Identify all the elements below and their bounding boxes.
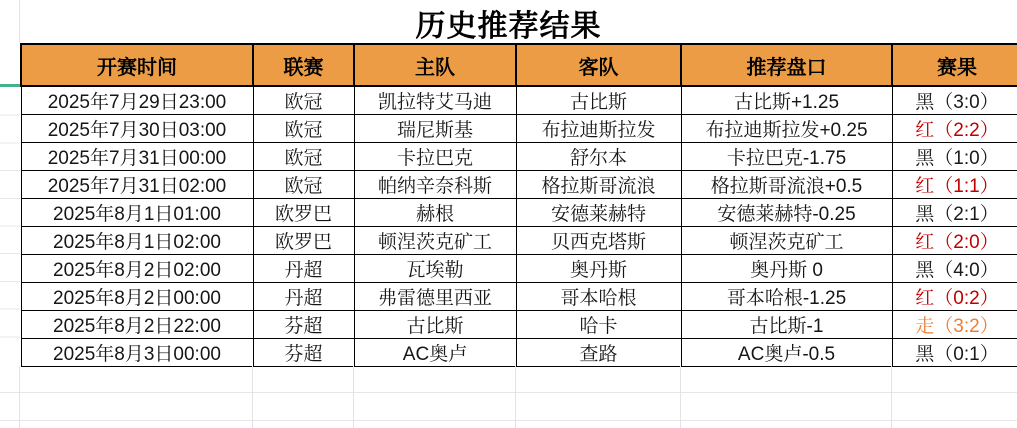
cell-away-team[interactable]: 安德莱赫特 bbox=[516, 199, 681, 227]
page-title[interactable]: 历史推荐结果 bbox=[415, 10, 602, 43]
table-row bbox=[21, 86, 1017, 115]
cell-result[interactable]: 黑（3:0） bbox=[892, 86, 1017, 115]
cell-home-team[interactable]: 瑞尼斯基 bbox=[354, 115, 516, 143]
table-row bbox=[21, 255, 1017, 283]
cell-result[interactable]: 红（0:2） bbox=[892, 283, 1017, 311]
cell-time[interactable]: 2025年7月31日02:00 bbox=[21, 171, 253, 199]
table-row bbox=[21, 143, 1017, 171]
gridline bbox=[515, 366, 516, 428]
table-row bbox=[21, 339, 1017, 367]
col-header-league[interactable]: 联赛 bbox=[253, 44, 354, 86]
cell-handicap[interactable]: 卡拉巴克-1.75 bbox=[681, 143, 892, 171]
gridline bbox=[0, 88, 20, 364]
cell-away-team[interactable]: 查路 bbox=[516, 339, 681, 367]
cell-away-team[interactable]: 布拉迪斯拉发 bbox=[516, 115, 681, 143]
gridline bbox=[19, 0, 20, 43]
selection-indicator bbox=[0, 84, 22, 87]
cell-result[interactable]: 黑（0:1） bbox=[892, 339, 1017, 367]
gridline bbox=[252, 366, 253, 428]
cell-home-team[interactable]: 瓦埃勒 bbox=[354, 255, 516, 283]
cell-league[interactable]: 欧冠 bbox=[253, 86, 354, 115]
gridline bbox=[0, 420, 1017, 421]
gridline bbox=[891, 366, 892, 428]
cell-home-team[interactable]: 卡拉巴克 bbox=[354, 143, 516, 171]
cell-home-team[interactable]: 赫根 bbox=[354, 199, 516, 227]
table-row bbox=[21, 171, 1017, 199]
cell-league[interactable]: 丹超 bbox=[253, 283, 354, 311]
gridline bbox=[0, 392, 1017, 393]
table-row bbox=[21, 199, 1017, 227]
table-row bbox=[21, 311, 1017, 339]
cell-away-team[interactable]: 舒尔本 bbox=[516, 143, 681, 171]
cell-handicap[interactable]: 古比斯+1.25 bbox=[681, 86, 892, 115]
cell-league[interactable]: 欧罗巴 bbox=[253, 199, 354, 227]
table-row bbox=[21, 227, 1017, 255]
cell-home-team[interactable]: 弗雷德里西亚 bbox=[354, 283, 516, 311]
cell-handicap[interactable]: 古比斯-1 bbox=[681, 311, 892, 339]
cell-home-team[interactable]: 古比斯 bbox=[354, 311, 516, 339]
col-header-time[interactable]: 开赛时间 bbox=[21, 44, 253, 86]
results-table bbox=[20, 43, 1017, 367]
cell-result[interactable]: 黑（4:0） bbox=[892, 255, 1017, 283]
cell-time[interactable]: 2025年8月2日22:00 bbox=[21, 311, 253, 339]
cell-away-team[interactable]: 哈卡 bbox=[516, 311, 681, 339]
cell-away-team[interactable]: 格拉斯哥流浪 bbox=[516, 171, 681, 199]
cell-league[interactable]: 欧冠 bbox=[253, 115, 354, 143]
cell-result[interactable]: 红（2:0） bbox=[892, 227, 1017, 255]
header-row bbox=[21, 44, 1017, 86]
cell-league[interactable]: 欧罗巴 bbox=[253, 227, 354, 255]
cell-result[interactable]: 红（1:1） bbox=[892, 171, 1017, 199]
cell-handicap[interactable]: 奥丹斯 0 bbox=[681, 255, 892, 283]
cell-time[interactable]: 2025年8月1日01:00 bbox=[21, 199, 253, 227]
cell-handicap[interactable]: 格拉斯哥流浪+0.5 bbox=[681, 171, 892, 199]
col-header-handicap[interactable]: 推荐盘口 bbox=[681, 44, 892, 86]
cell-away-team[interactable]: 奥丹斯 bbox=[516, 255, 681, 283]
gridline bbox=[680, 366, 681, 428]
cell-time[interactable]: 2025年8月3日00:00 bbox=[21, 339, 253, 367]
gridline bbox=[19, 366, 20, 428]
cell-result[interactable]: 黑（1:0） bbox=[892, 143, 1017, 171]
cell-handicap[interactable]: 布拉迪斯拉发+0.25 bbox=[681, 115, 892, 143]
cell-time[interactable]: 2025年7月30日03:00 bbox=[21, 115, 253, 143]
cell-handicap[interactable]: 顿涅茨克矿工 bbox=[681, 227, 892, 255]
table-row bbox=[21, 115, 1017, 143]
table-row bbox=[21, 283, 1017, 311]
cell-time[interactable]: 2025年8月1日02:00 bbox=[21, 227, 253, 255]
cell-league[interactable]: 芬超 bbox=[253, 311, 354, 339]
cell-home-team[interactable]: 凯拉特艾马迪 bbox=[354, 86, 516, 115]
cell-handicap[interactable]: AC奥卢-0.5 bbox=[681, 339, 892, 367]
cell-result[interactable]: 黑（2:1） bbox=[892, 199, 1017, 227]
cell-time[interactable]: 2025年8月2日02:00 bbox=[21, 255, 253, 283]
cell-home-team[interactable]: AC奥卢 bbox=[354, 339, 516, 367]
cell-away-team[interactable]: 古比斯 bbox=[516, 86, 681, 115]
cell-away-team[interactable]: 哥本哈根 bbox=[516, 283, 681, 311]
cell-home-team[interactable]: 帕纳辛奈科斯 bbox=[354, 171, 516, 199]
cell-home-team[interactable]: 顿涅茨克矿工 bbox=[354, 227, 516, 255]
cell-time[interactable]: 2025年7月31日00:00 bbox=[21, 143, 253, 171]
cell-away-team[interactable]: 贝西克塔斯 bbox=[516, 227, 681, 255]
cell-league[interactable]: 芬超 bbox=[253, 339, 354, 367]
cell-league[interactable]: 欧冠 bbox=[253, 171, 354, 199]
cell-result[interactable]: 红（2:2） bbox=[892, 115, 1017, 143]
col-header-home[interactable]: 主队 bbox=[354, 44, 516, 86]
cell-handicap[interactable]: 安德莱赫特-0.25 bbox=[681, 199, 892, 227]
cell-time[interactable]: 2025年8月2日00:00 bbox=[21, 283, 253, 311]
gridline bbox=[353, 366, 354, 428]
cell-league[interactable]: 丹超 bbox=[253, 255, 354, 283]
cell-time[interactable]: 2025年7月29日23:00 bbox=[21, 86, 253, 115]
cell-result[interactable]: 走（3:2） bbox=[892, 311, 1017, 339]
cell-league[interactable]: 欧冠 bbox=[253, 143, 354, 171]
cell-handicap[interactable]: 哥本哈根-1.25 bbox=[681, 283, 892, 311]
col-header-away[interactable]: 客队 bbox=[516, 44, 681, 86]
col-header-result[interactable]: 赛果 bbox=[892, 44, 1017, 86]
